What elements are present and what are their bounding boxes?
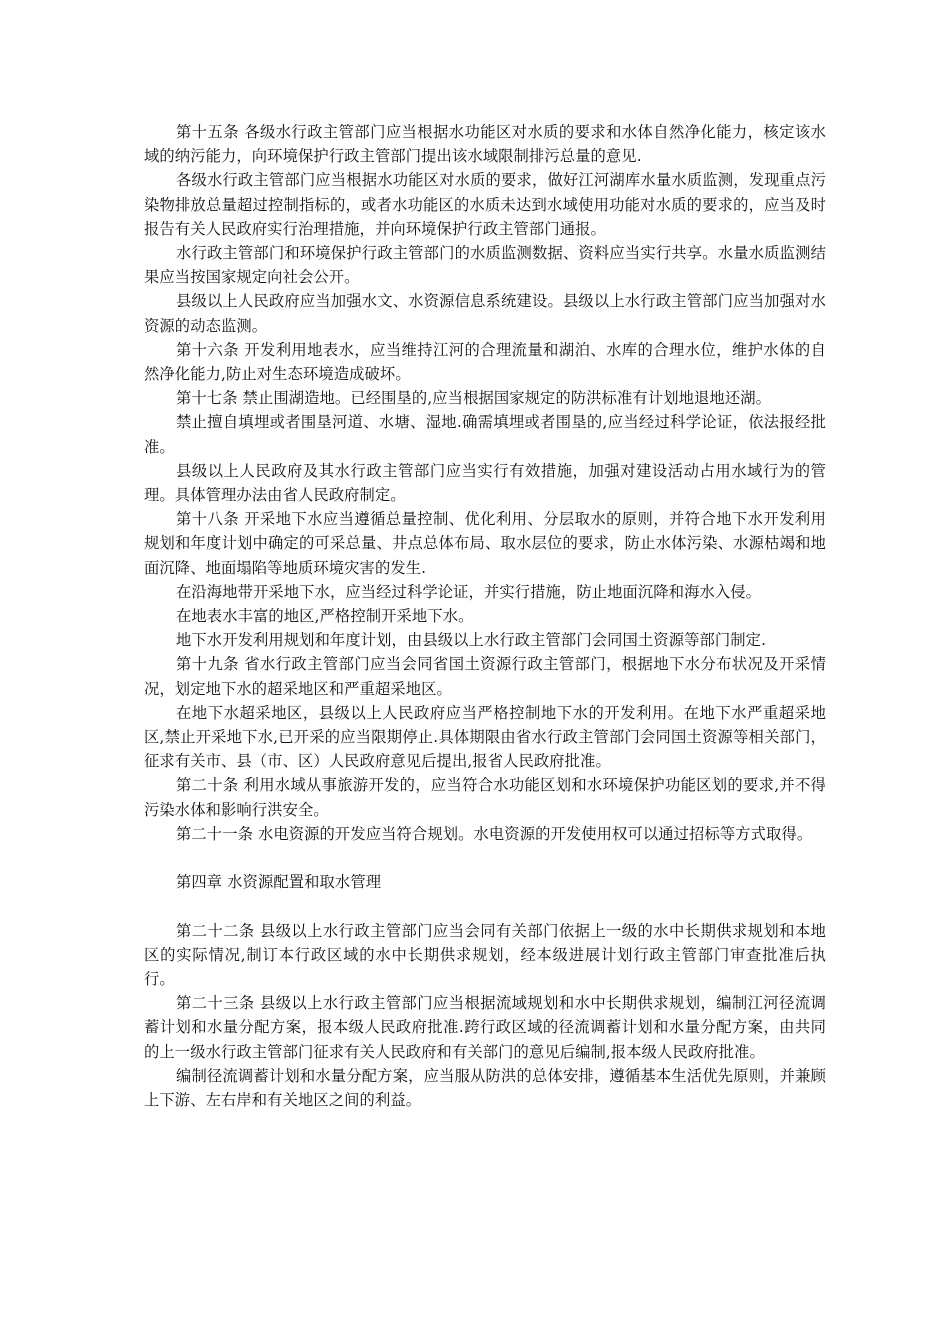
document-body bbox=[144, 120, 826, 1112]
paragraph: 县级以上人民政府及其水行政主管部门应当实行有效措施，加强对建设活动占用水域行为的管理。具体管理办法由省人民政府制定。 bbox=[144, 461, 826, 505]
paragraph-article-16: 第十六条 开发利用地表水，应当维持江河的合理流量和湖泊、水库的合理水位，维护水体的自然净化能力,防止对生态环境造成破坏。 bbox=[144, 340, 826, 384]
paragraph: 各级水行政主管部门应当根据水功能区对水质的要求，做好江河湖库水量水质监测，发现重点污染物排放总量超过控制指标的，或者水功能区的水质未达到水域使用功能对水质的要求的，应当及时报告有关人民政府实行治理措施，并向环境保护行政主管部门通报。 bbox=[144, 171, 826, 238]
paragraph: 在地表水丰富的地区,严格控制开采地下水。 bbox=[176, 607, 474, 626]
paragraph-article-19: 第十九条 省水行政主管部门应当会同省国土资源行政主管部门，根据地下水分布状况及开采情况，划定地下水的超采地区和严重超采地区。 bbox=[144, 655, 826, 698]
paragraph: 地下水开发利用规划和年度计划，由县级以上水行政主管部门会同国土资源等部门制定. bbox=[176, 631, 767, 650]
paragraph: 水行政主管部门和环境保护行政主管部门的水质监测数据、资料应当实行共享。水量水质监测结果应当按国家规定向社会公开。 bbox=[144, 244, 826, 287]
paragraph-article-23: 第二十三条 县级以上水行政主管部门应当根据流域规划和水中长期供求规划，编制江河径流调蓄计划和水量分配方案，报本级人民政府批准.跨行政区域的径流调蓄计划和水量分配方案，由共同的上一级水行政主管部门征求有关人民政府和有关部门的意见后编制,报本级人民政府批准。 bbox=[144, 994, 826, 1061]
paragraph-article-21: 第二十一条 水电资源的开发应当符合规划。水电资源的开发使用权可以通过招标等方式取得。 bbox=[176, 824, 813, 843]
spacer bbox=[144, 894, 826, 918]
paragraph: 在沿海地带开采地下水，应当经过科学论证，并实行措施，防止地面沉降和海水入侵。 bbox=[176, 582, 762, 601]
paragraph: 编制径流调蓄计划和水量分配方案，应当服从防洪的总体安排，遵循基本生活优先原则，并兼顾上下游、左右岸和有关地区之间的利益。 bbox=[144, 1066, 826, 1110]
paragraph: 县级以上人民政府应当加强水文、水资源信息系统建设。县级以上水行政主管部门应当加强对水资源的动态监测。 bbox=[144, 292, 826, 335]
paragraph-article-18: 第十八条 开采地下水应当遵循总量控制、优化利用、分层取水的原则，并符合地下水开发利用规划和年度计划中确定的可采总量、井点总体布局、取水层位的要求，防止水体污染、水源枯竭和地面沉降、地面塌陷等地质环境灾害的发生. bbox=[144, 510, 826, 577]
spacer bbox=[144, 846, 826, 870]
paragraph-article-17: 第十七条 禁止围湖造地。已经围垦的,应当根据国家规定的防洪标准有计划地退地还湖。 bbox=[176, 389, 772, 408]
paragraph-article-20: 第二十条 利用水域从事旅游开发的，应当符合水功能区划和水环境保护功能区划的要求,并不得污染水体和影响行洪安全。 bbox=[144, 776, 826, 819]
paragraph-article-15: 第十五条 各级水行政主管部门应当根据水功能区对水质的要求和水体自然净化能力，核定该水域的纳污能力，向环境保护行政主管部门提出该水域限制排污总量的意见. bbox=[144, 123, 826, 166]
chapter-heading: 第四章 水资源配置和取水管理 bbox=[176, 873, 382, 892]
paragraph-article-22: 第二十二条 县级以上水行政主管部门应当会同有关部门依据上一级的水中长期供求规划和本地区的实际情况,制订本行政区域的水中长期供求规划，经本级进展计划行政主管部门审查批准后执行。 bbox=[144, 921, 826, 989]
paragraph: 禁止擅自填埋或者围垦河道、水塘、湿地.确需填埋或者围垦的,应当经过科学论证，依法报经批准。 bbox=[144, 413, 826, 456]
paragraph: 在地下水超采地区，县级以上人民政府应当严格控制地下水的开发利用。在地下水严重超采地区,禁止开采地下水,已开采的应当限期停止.具体期限由省水行政主管部门会同国土资源等相关部门，征求有关市、县（市、区）人民政府意见后提出,报省人民政府批准。 bbox=[144, 703, 826, 771]
